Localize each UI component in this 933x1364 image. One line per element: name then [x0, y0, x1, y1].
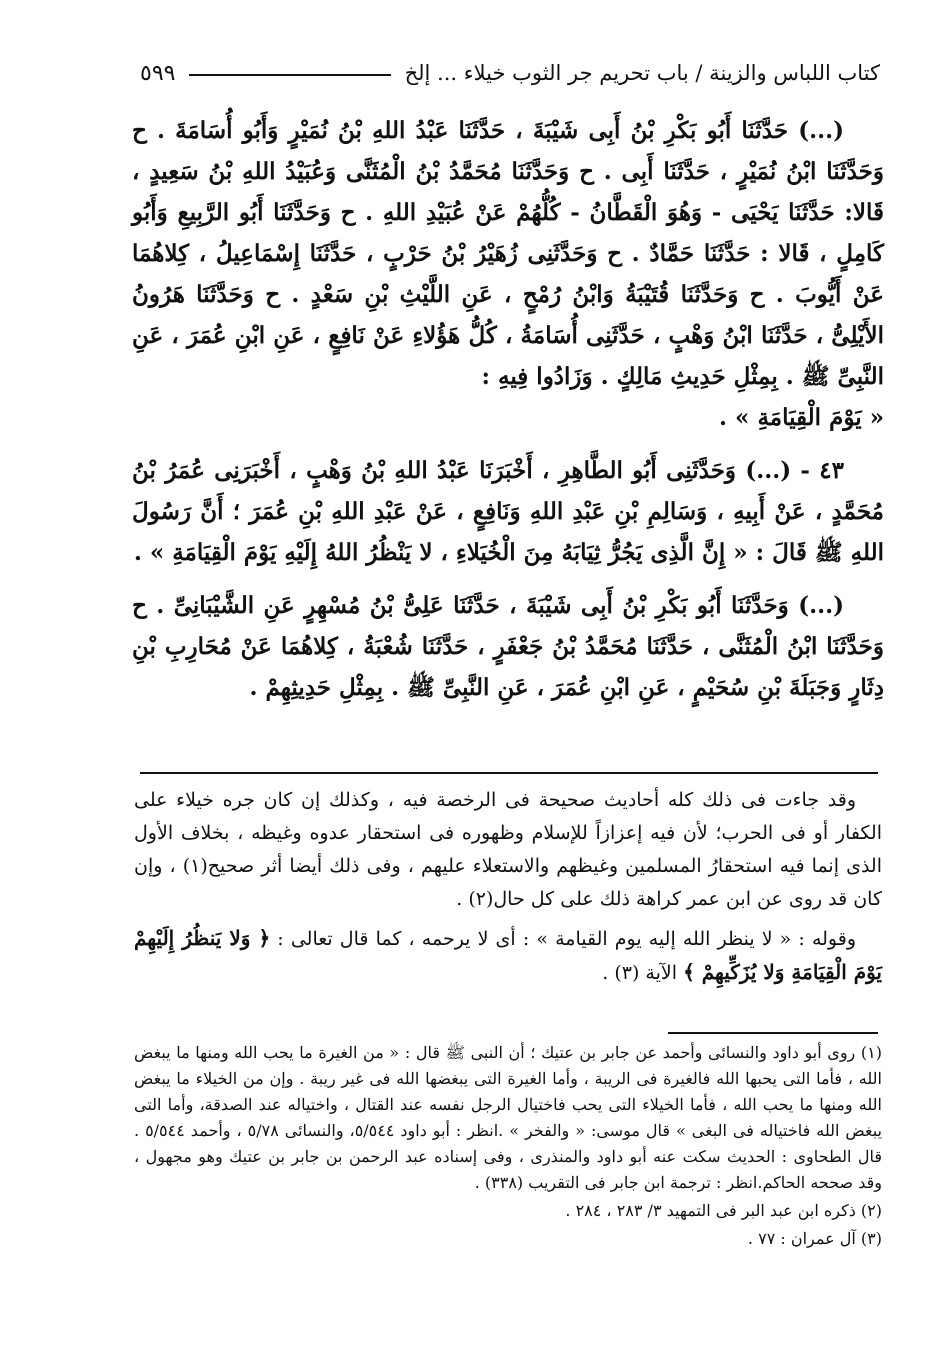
hadith-text	[132, 110, 884, 720]
chapter-title: كتاب اللباس والزينة / باب تحريم جر الثوب خيلاء ... إلخ	[404, 61, 880, 85]
footnote: (٢) ذكره ابن عبد البر فى التمهيد ٣/ ٢٨٣ ، ٢٨٤ .	[565, 1201, 882, 1220]
header-divider	[189, 74, 390, 76]
hadith-paragraph: (...) وَحَدَّثَنَا أَبُو بَكْرِ بْنُ أَبِى شَيْبَةَ ، حَدَّثَنَا عَلِىُّ بْنُ مُسْهِرٍ عَنِ الشَّيْبَانِىِّ . ح وَحَدَّثَنَا ابْنُ الْمُثَنَّى ، حَدَّثَنَا مُحَمَّدُ بْنُ جَعْفَرٍ ، حَدَّثَنَا شُعْبَةُ ، كِلاهُمَا عَنْ مُحَارِبِ بْنِ دِثَارٍ وَجَبَلَةَ بْنِ سُحَيْمٍ ، عَنِ ابْنِ عُمَرَ ، عَنِ النَّبِىِّ ﷺ . بِمِثْلِ حَدِيثِهِمْ .	[132, 592, 884, 701]
quran-verse: ﴿ وَلا يَنظُرُ إِلَيْهِمْ يَوْمَ الْقِيَامَةِ وَلا يُزَكِّيهِمْ ﴾	[134, 926, 882, 984]
hadith-paragraph: ٤٣ - (...) وَحَدَّثَنِى أَبُو الطَّاهِرِ ، أَخْبَرَنَا عَبْدُ اللهِ بْنُ وَهْبٍ ، أَخْبَرَنِى عُمَرُ بْنُ مُحَمَّدٍ ، عَنْ أَبِيهِ ، وَسَالِمِ بْنِ عَبْدِ اللهِ وَنَافِعٍ ، عَنْ عَبْدِ اللهِ بْنِ عُمَرَ ؛ أَنَّ رَسُولَ اللهِ ﷺ قَالَ : « إِنَّ الَّذِى يَجُرُّ ثِيَابَهُ مِنَ الْخُيَلاءِ ، لا يَنْظُرُ اللهُ إِلَيْهِ يَوْمَ الْقِيَامَةِ » .	[132, 457, 884, 566]
footnote: (٣) آل عمران : ٧٧ .	[747, 1229, 882, 1248]
commentary-end: الآية (٣) .	[602, 962, 678, 984]
running-header	[140, 56, 880, 90]
footnote: (١) روى أبو داود والنسائى وأحمد عن جابر بن عتيك ؛ أن النبى ﷺ قال : « من الغيرة ما يحب الله ومنها ما يبغض الله ، فأما التى يحبها الله فالغيرة فى الريبة ، وأما الغيرة التى يبغضها الله فى غير ريبة . وإن من الخيلاء ما يبغض الله ومنها ما يحب الله ، فأما الخيلاء التى يحب فاختيال الرجل نفسه عند القتال ، واختياله عند الصدقة، وأما التى يبغض الله فاختياله فى البغى » قال موسى: « والفخر » .انظر : أبو داود ٥/٥٤٤، والنسائى ٥/٧٨ ، وأحمد ٥/٥٤٤ . قال الطحاوى : الحديث سكت عنه أبو داود والمنذرى ، وفى إسناده عبد الرحمن بن جابر بن عتيك وهو مجهول ، وقد صححه الحاكم.انظر : ترجمة ابن جابر فى التقريب (٣٣٨) .	[134, 1043, 883, 1192]
commentary-paragraph	[134, 922, 882, 990]
page-number: ٥٩٩	[140, 60, 176, 86]
hadith-paragraph: « يَوْمَ الْقِيَامَةِ » .	[719, 404, 884, 431]
footnote-divider	[668, 1032, 878, 1034]
hadith-paragraph: (...) حَدَّثَنَا أَبُو بَكْرِ بْنُ أَبِى شَيْبَةَ ، حَدَّثَنَا عَبْدُ اللهِ بْنُ نُمَيْرٍ وَأَبُو أُسَامَةَ . ح وَحَدَّثَنَا ابْنُ نُمَيْرٍ ، حَدَّثَنَا أَبِى . ح وَحَدَّثَنَا مُحَمَّدُ بْنُ الْمُثَنَّى وَعُبَيْدُ اللهِ بْنُ سَعِيدٍ ، قَالا: حَدَّثَنَا يَحْيَى - وَهُوَ الْقَطَّانُ - كُلُّهُمْ عَنْ عُبَيْدِ اللهِ . ح وَحَدَّثَنَا أَبُو الرَّبِيعِ وَأَبُو كَامِلٍ ، قَالا : حَدَّثَنَا حَمَّادٌ . ح وَحَدَّثَنِى زُهَيْرُ بْنُ حَرْبٍ ، حَدَّثَنَا إِسْمَاعِيلُ ، كِلاهُمَا عَنْ أَيُّوبَ . ح وَحَدَّثَنَا قُتَيْبَةُ وَابْنُ رُمْحٍ ، عَنِ اللَّيْثِ بْنِ سَعْدٍ . ح وَحَدَّثَنَا هَرُونُ الأَيْلِىُّ ، حَدَّثَنَا ابْنُ وَهْبٍ ، حَدَّثَنِى أُسَامَةُ ، كُلُّ هَؤُلاءِ عَنْ نَافِعٍ ، عَنِ ابْنِ عُمَرَ ، عَنِ النَّبِىِّ ﷺ . بِمِثْلِ حَدِيثِ مَالِكٍ . وَزَادُوا فِيهِ :	[132, 117, 884, 390]
commentary-paragraph: وقد جاءت فى ذلك كله أحاديث صحيحة فى الرخصة فيه ، وكذلك إن كان جره خيلاء على الكفار أو فى الحرب؛ لأن فيه إعزازاً للإسلام وظهوره فى استحقار عدوه وغيظه ، بخلاف الأول الذى إنما فيه استحقارُ المسلمين وغيظهم والاستعلاء عليهم ، وفى ذلك أيضا أثر صحيح(١) ، وإن كان قد روى عن ابن عمر كراهة ذلك على كل حال(٢) .	[134, 789, 882, 910]
commentary-divider	[140, 772, 878, 774]
footnotes	[134, 1040, 882, 1254]
commentary-text	[134, 784, 882, 996]
commentary-intro: وقوله : « لا ينظر الله إليه يوم القيامة » : أى لا يرحمه ، كما قال تعالى :	[277, 928, 856, 950]
